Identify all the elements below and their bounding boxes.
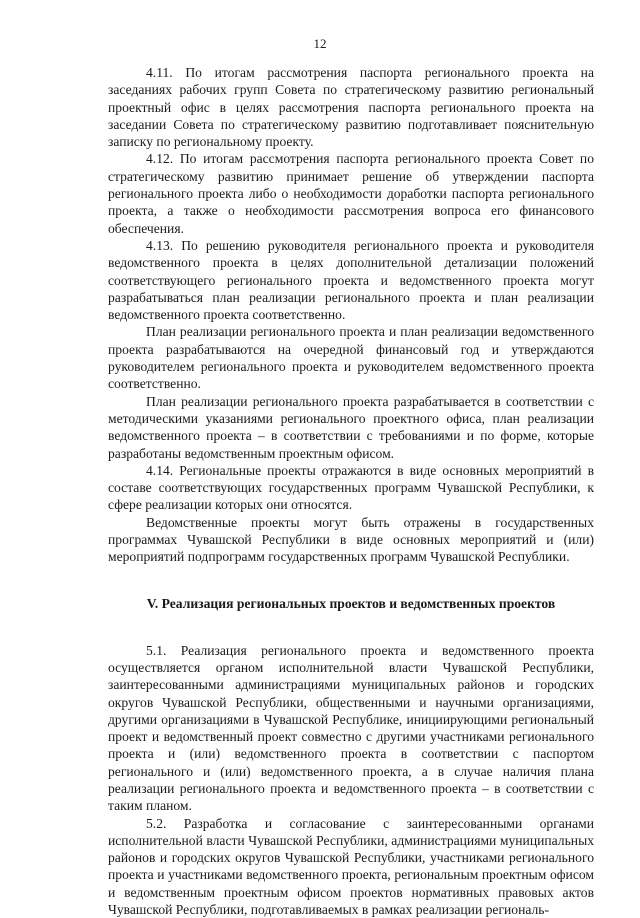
paragraph-plan-approval: План реализации регионального проекта и план реализации ведомственного проекта разрабатываются на очередной финансовый год и утверждаются руководителем регионального проекта и руководителем ведомственного проекта соответственно. — [108, 324, 594, 392]
paragraph-4-14: 4.14. Региональные проекты отражаются в виде основных мероприятий в составе соответствующих государственных программ Чувашской Республики, к сфере реализации которых они относятся. — [108, 462, 594, 513]
paragraph-4-11: 4.11. По итогам рассмотрения паспорта регионального проекта на заседаниях рабочих групп Совета по стратегическому развитию региональный проектный офис в целях рассмотрения паспорта регионального проекта на заседании Совета по стратегическому развитию подготавливает пояснительную записку по региональному проекту. — [108, 65, 594, 150]
document-body — [108, 64, 594, 918]
section-heading: V. Реализация региональных проектов и ведомственных проектов — [146, 595, 556, 611]
paragraph-4-13: 4.13. По решению руководителя регионального проекта и руководителя ведомственного проекта в целях дополнительной детализации положений соответствующего регионального проекта и ведомственного проекта могут разрабатываться план реализации регионального проекта и план реализации ведомственного проекта соответственно. — [108, 237, 594, 323]
paragraph-5-2: 5.2. Разработка и согласование с заинтересованными органами исполнительной власти Чувашской Республики, администрациями муниципальных районов и городских округов Чувашской Республики, участниками регионального проекта и участниками ведомственного проекта, региональным проектным офисом и ведомственным проектным офисом проектов нормативных правовых актов Чувашской Республики, подготавливаемых в рамках реализации региональ- — [108, 815, 594, 918]
page-number: 12 — [313, 36, 327, 51]
paragraph-5-1: 5.1. Реализация регионального проекта и ведомственного проекта осуществляется органом исполнительной власти Чувашской Республики, заинтересованными администрациями муниципальных районов и городских округов Чувашской Республики, общественными и научными организациями, другими организациями в Чувашской Республике, инициирующими региональный проект и ведомственный проект совместно с другими участниками регионального проекта и (или) ведомственного проекта в соответствии с паспортом регионального и (или) ведомственного проекта, а в случае наличия плана реализации регионального проекта и ведомственного проекта – в соответствии с таким планом. — [108, 642, 594, 814]
paragraph-4-12: 4.12. По итогам рассмотрения паспорта регионального проекта Совет по стратегическому развитию принимает решение об утверждении паспорта регионального проекта либо о необходимости доработки паспорта регионального проекта, а также о необходимости рассмотрения вопроса его финансового обеспечения. — [108, 151, 594, 236]
paragraph-plan-methodology: План реализации регионального проекта разрабатывается в соответствии с методическими указаниями регионального проектного офиса, план реализации ведомственного проекта – в соответствии с требованиями и по форме, которые разработаны ведомственным проектным офисом. — [108, 393, 594, 461]
paragraph-departmental-projects: Ведомственные проекты могут быть отражены в государственных программах Чувашской Республики в виде основных мероприятий и (или) мероприятий подпрограмм государственных программ Чувашской Республики. — [108, 514, 594, 565]
